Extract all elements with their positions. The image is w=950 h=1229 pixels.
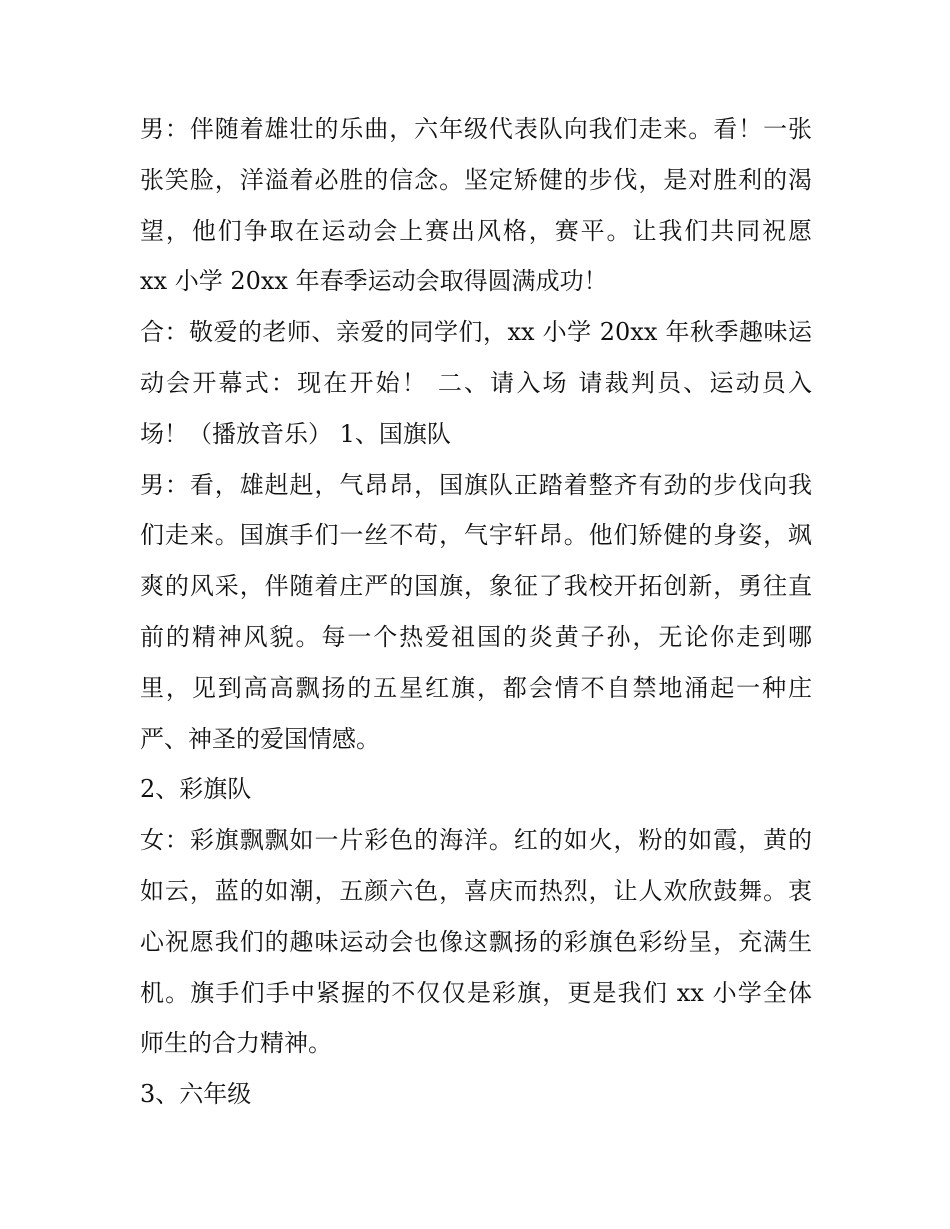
text-line-8: 男：看，雄赳赳，气昂昂，国旗队正踏着整齐有劲的步伐向我 xyxy=(140,470,812,499)
text-line-20: 3、六年级 xyxy=(140,1080,252,1109)
text-line-7: 场！（播放音乐） 1、国旗队 xyxy=(140,419,451,448)
text-line-18: 机。旗手们手中紧握的不仅仅是彩旗，更是我们 xx 小学全体 xyxy=(140,978,812,1007)
text-line-9: 们走来。国旗手们一丝不苟，气宇轩昂。他们矫健的身姿，飒 xyxy=(140,521,812,550)
text-line-16: 如云，蓝的如潮，五颜六色，喜庆而热烈，让人欢欣鼓舞。衷 xyxy=(140,876,812,905)
text-line-19: 师生的合力精神。 xyxy=(140,1029,332,1058)
text-line-5: 合：敬爱的老师、亲爱的同学们，xx 小学 20xx 年秋季趣味运 xyxy=(140,318,812,347)
text-line-11: 前的精神风貌。每一个热爱祖国的炎黄子孙，无论你走到哪 xyxy=(140,622,812,651)
text-line-14: 2、彩旗队 xyxy=(140,775,252,804)
text-line-6: 动会开幕式：现在开始！ 二、请入场 请裁判员、运动员入 xyxy=(140,368,812,397)
text-line-17: 心祝愿我们的趣味运动会也像这飘扬的彩旗色彩纷呈，充满生 xyxy=(140,927,812,956)
text-line-3: 望，他们争取在运动会上赛出风格，赛平。让我们共同祝愿 xyxy=(140,216,812,245)
text-line-10: 爽的风采，伴随着庄严的国旗，象征了我校开拓创新，勇往直 xyxy=(140,572,812,601)
text-line-15: 女：彩旗飘飘如一片彩色的海洋。红的如火，粉的如霞，黄的 xyxy=(140,826,812,855)
text-line-4: xx 小学 20xx 年春季运动会取得圆满成功！ xyxy=(140,267,608,296)
text-line-13: 严、神圣的爱国情感。 xyxy=(140,724,380,753)
text-line-12: 里，见到高高飘扬的五星红旗，都会情不自禁地涌起一种庄 xyxy=(140,673,812,702)
document-page xyxy=(140,104,812,1120)
text-line-2: 张笑脸，洋溢着必胜的信念。坚定矫健的步伐，是对胜利的渴 xyxy=(140,165,812,194)
text-line-1: 男：伴随着雄壮的乐曲，六年级代表队向我们走来。看！一张 xyxy=(140,115,812,143)
